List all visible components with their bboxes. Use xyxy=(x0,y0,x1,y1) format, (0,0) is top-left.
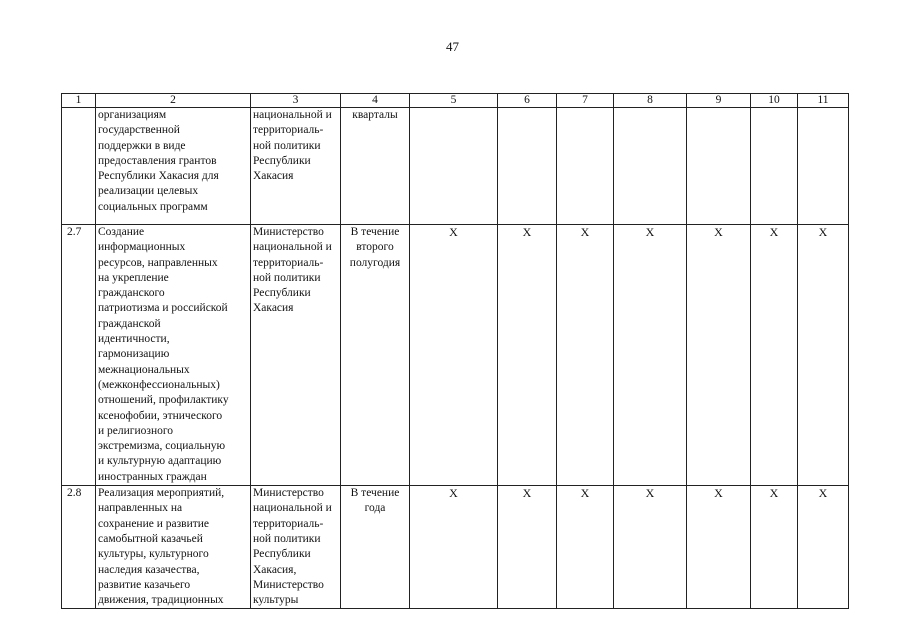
event-description: Реализация мероприятий, направленных на сохранение и развитие самобытной казачьей культуры, культурного наследия казачества, развитие казачьего движения, традиционных xyxy=(96,486,251,609)
mark-cell: X xyxy=(614,486,687,609)
header-cell: 4 xyxy=(341,94,410,108)
header-cell: 3 xyxy=(251,94,341,108)
header-cell: 2 xyxy=(96,94,251,108)
mark-cell: X xyxy=(614,225,687,486)
mark-cell: X xyxy=(498,486,557,609)
mark-cell: X xyxy=(410,225,498,486)
mark-cell xyxy=(498,108,557,225)
table-row xyxy=(62,108,849,225)
header-cell: 5 xyxy=(410,94,498,108)
mark-cell xyxy=(751,108,798,225)
event-description: организациям государственной поддержки в виде предоставления грантов Республики Хакасия для реализации целевых социальных программ xyxy=(96,108,251,225)
mark-cell: X xyxy=(557,225,614,486)
mark-cell: X xyxy=(410,486,498,609)
mark-cell: X xyxy=(798,225,849,486)
header-cell: 11 xyxy=(798,94,849,108)
mark-cell: X xyxy=(557,486,614,609)
period: В течение года xyxy=(341,486,410,609)
period: В течение второго полугодия xyxy=(341,225,410,486)
mark-cell xyxy=(410,108,498,225)
row-number: 2.7 xyxy=(62,225,96,486)
mark-cell: X xyxy=(687,225,751,486)
row-number xyxy=(62,108,96,225)
mark-cell: X xyxy=(751,225,798,486)
period: кварталы xyxy=(341,108,410,225)
mark-cell xyxy=(798,108,849,225)
mark-cell xyxy=(557,108,614,225)
mark-cell xyxy=(614,108,687,225)
responsible-body: Министерство национальной и территориаль- ной политики Республики Хакасия xyxy=(251,225,341,486)
header-cell: 1 xyxy=(62,94,96,108)
responsible-body: национальной и территориаль- ной политики Республики Хакасия xyxy=(251,108,341,225)
mark-cell: X xyxy=(687,486,751,609)
event-description: Создание информационных ресурсов, направленных на укрепление гражданского патриотизма и российской гражданской идентичности, гармонизацию межнациональных (межконфессиональных) отношений, профилактику ксенофобии, этнического и религиозного экстремизма, социальную и культурную адаптацию иностранных граждан xyxy=(96,225,251,486)
header-cell: 8 xyxy=(614,94,687,108)
row-number: 2.8 xyxy=(62,486,96,609)
table-row xyxy=(62,225,849,486)
page-number: 47 xyxy=(446,39,459,54)
header-cell: 10 xyxy=(751,94,798,108)
mark-cell: X xyxy=(751,486,798,609)
header-row xyxy=(62,94,849,108)
table-row xyxy=(62,486,849,609)
mark-cell: X xyxy=(498,225,557,486)
header-cell: 7 xyxy=(557,94,614,108)
header-cell: 9 xyxy=(687,94,751,108)
mark-cell xyxy=(687,108,751,225)
responsible-body: Министерство национальной и территориаль- ной политики Республики Хакасия, Министерство культуры xyxy=(251,486,341,609)
mark-cell: X xyxy=(798,486,849,609)
plan-table xyxy=(61,93,849,609)
header-cell: 6 xyxy=(498,94,557,108)
